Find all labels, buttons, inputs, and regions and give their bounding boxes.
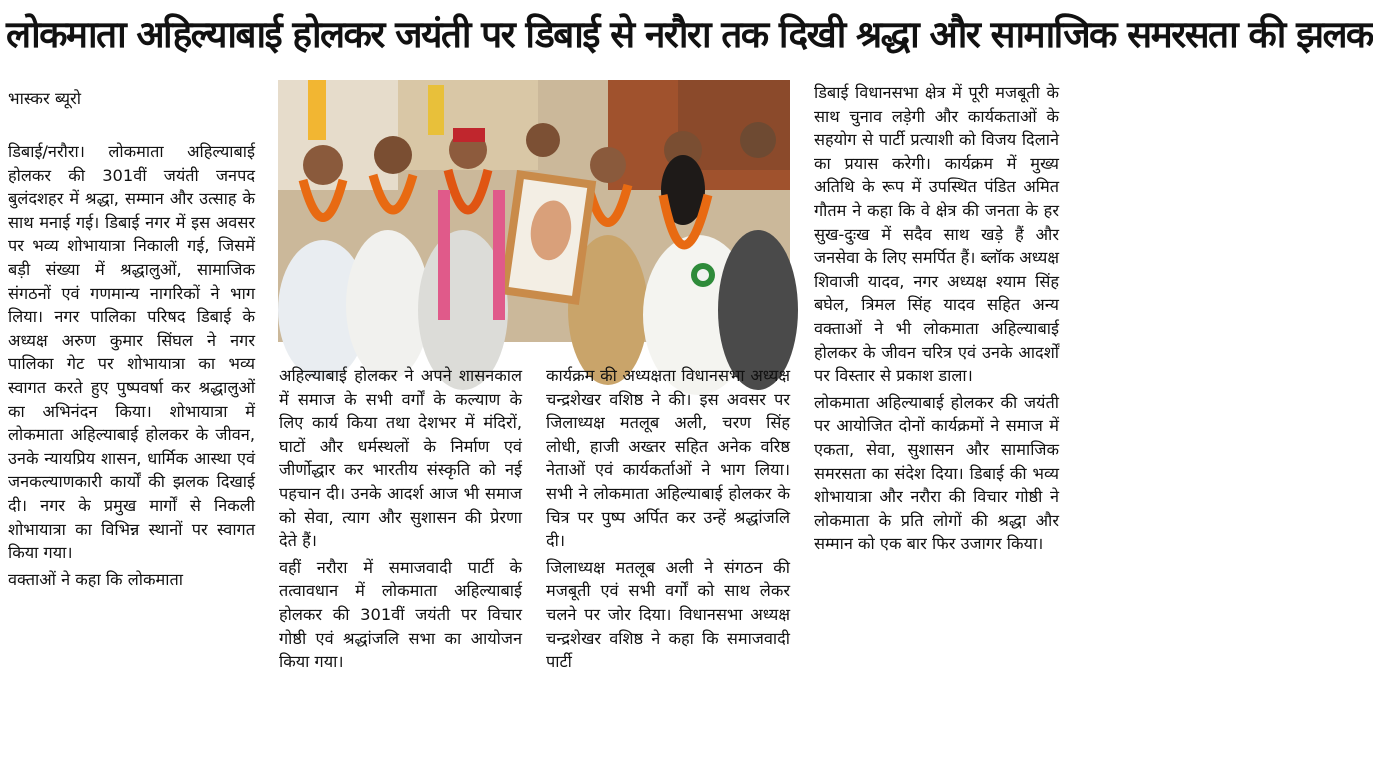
byline: भास्कर ब्यूरो	[8, 89, 82, 108]
article-paragraph: वक्ताओं ने कहा कि लोकमाता	[8, 569, 183, 589]
news-photo	[278, 80, 790, 342]
article-paragraph: कार्यक्रम की अध्यक्षता विधानसभा अध्यक्ष चन्द्रशेखर वशिष्ठ ने की। इस अवसर पर जिलाध्यक्ष मतलूब अली, चरण सिंह लोधी, हाजी अख्तर सहित अनेक वरिष्ठ नेताओं एवं कार्यकर्ताओं ने भाग लिया। सभी ने लोकमाता अहिल्याबाई होलकर के चित्र पर पुष्प अर्पित कर उन्हें श्रद्धांजलि दी।	[546, 366, 790, 551]
article-paragraph: अहिल्याबाई होलकर ने अपने शासनकाल में समाज के सभी वर्गों के कल्याण के लिए कार्य किया तथा देशभर में मंदिरों, घाटों और धर्मस्थलों के निर्माण एवं जीर्णोद्धार कर भारतीय संस्कृति को नई पहचान दी। उनके आदर्श आज भी समाज को सेवा, त्याग और सुशासन की प्रेरणा देते हैं।	[279, 366, 522, 551]
article-paragraph: लोकमाता अहिल्याबाई होलकर की जयंती पर आयोजित दोनों कार्यक्रमों ने समाज में एकता, सेवा, सुशासन और सामाजिक समरसता का संदेश दिया। डिबाई की भव्य शोभायात्रा और नरौरा की विचार गोष्ठी ने लोकमाता के प्रति लोगों की श्रद्धा और सम्मान को एक बार फिर उजागर किया।	[814, 392, 1059, 554]
article-paragraph: जिलाध्यक्ष मतलूब अली ने संगठन की मजबूती एवं सभी वर्गों को साथ लेकर चलने पर जोर दिया। विधानसभा अध्यक्ष चन्द्रशेखर वशिष्ठ ने कहा कि समाजवादी पार्टी	[546, 557, 790, 672]
article-column-3	[546, 364, 790, 764]
article-paragraph: डिबाई विधानसभा क्षेत्र में पूरी मजबूती के साथ चुनाव लड़ेगी और कार्यकताओं के सहयोग से पार्टी प्रत्याशी को विजय दिलाने का प्रयास करेगी। कार्यक्रम में मुख्य अतिथि के रूप में उपस्थित पंडित अमित गौतम ने कहा कि वे क्षेत्र की जनता के हर सुख-दुःख में सदैव साथ खड़े हैं और जनसेवा के लिए समर्पित हैं। ब्लॉक अध्यक्ष शिवाजी यादव, नगर अध्यक्ष श्याम सिंह बघेल, त्रिमल सिंह यादव सहित अन्य वक्ताओं ने भी लोकमाता अहिल्याबाई होलकर के जीवन चरित्र एवं उनके आदर्शों पर विस्तार से प्रकाश डाला।	[814, 83, 1059, 386]
article-paragraph: वहीं नरौरा में समाजवादी पार्टी के तत्वावधान में लोकमाता अहिल्याबाई होलकर की 301वीं जयंती पर विचार गोष्ठी एवं श्रद्धांजलि सभा का आयोजन किया गया।	[279, 557, 522, 672]
article-column-1	[8, 140, 255, 764]
headline: लोकमाता अहिल्याबाई होलकर जयंती पर डिबाई से नरौरा तक दिखी श्रद्धा और सामाजिक समरसता की झलक	[6, 13, 1373, 56]
article-column-2	[279, 364, 522, 764]
article-paragraph: डिबाई/नरौरा। लोकमाता अहिल्याबाई होलकर की 301वीं जयंती जनपद बुलंदशहर में श्रद्धा, सम्मान और उत्साह के साथ मनाई गई। डिबाई नगर में इस अवसर पर भव्य शोभायात्रा निकाली गई, जिसमें बड़ी संख्या में श्रद्धालुओं, सामाजिक संगठनों एवं गणमान्य नागरिकों ने भाग लिया। नगर पालिका परिषद डिबाई के अध्यक्ष अरुण कुमार सिंघल ने नगर पालिका गेट पर शोभायात्रा का भव्य स्वागत करते हुए पुष्पवर्षा कर श्रद्धालुओं का अभिनंदन किया। शोभायात्रा में लोकमाता अहिल्याबाई होलकर के जीवन, उनके न्यायप्रिय शासन, धार्मिक आस्था एवं जनकल्याणकारी कार्यों की झलक दिखाई दी। नगर के प्रमुख मार्गों से निकली शोभायात्रा का विभिन्न स्थानों पर स्वागत किया गया।	[8, 142, 255, 563]
article-column-4	[814, 81, 1059, 764]
group-photo-image	[278, 80, 790, 342]
